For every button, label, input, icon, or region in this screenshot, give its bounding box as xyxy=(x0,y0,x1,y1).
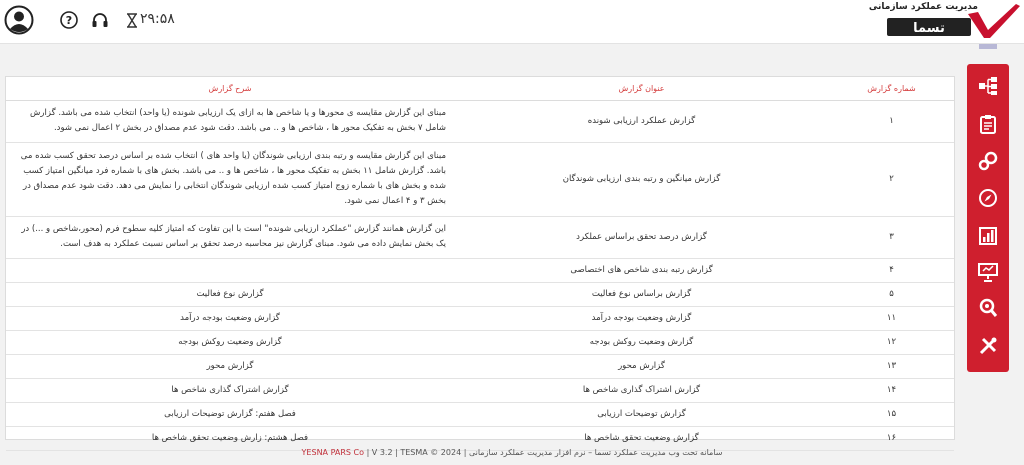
report-description: گزارش اشتراک گذاری شاخص ها xyxy=(6,378,454,402)
table-row[interactable] xyxy=(6,258,954,282)
report-description: فصل هشتم: زارش وضعیت تحقق شاخص ها xyxy=(6,426,454,450)
report-number: ۲ xyxy=(829,142,954,216)
user-icon[interactable] xyxy=(4,5,34,35)
chart-report-icon[interactable] xyxy=(978,226,998,246)
table-row[interactable] xyxy=(6,216,954,258)
report-title[interactable]: گزارش عملکرد ارزیابی شونده xyxy=(454,100,829,142)
table-header-row xyxy=(6,77,954,100)
gears-icon[interactable] xyxy=(978,151,998,171)
report-number: ۱۶ xyxy=(829,426,954,450)
report-number: ۴ xyxy=(829,258,954,282)
footer-brand-link[interactable]: YESNA PARS Co xyxy=(301,448,365,457)
report-title[interactable]: گزارش درصد تحقق براساس عملکرد xyxy=(454,216,829,258)
table-row[interactable] xyxy=(6,100,954,142)
logo-check-icon xyxy=(966,2,1022,40)
logo-subtitle: مدیریت عملکرد سازمانی xyxy=(868,2,978,12)
side-menu xyxy=(967,64,1009,372)
report-number: ۳ xyxy=(829,216,954,258)
report-description: گزارش محور xyxy=(6,354,454,378)
logo-name: تسما xyxy=(913,21,945,36)
report-title[interactable]: گزارش براساس نوع فعالیت xyxy=(454,282,829,306)
reports-table xyxy=(6,77,954,451)
report-title[interactable]: گزارش وضعیت تحقق شاخص ها xyxy=(454,426,829,450)
col-header-title: عنوان گزارش xyxy=(454,77,829,100)
report-description: این گزارش همانند گزارش "عملکرد ارزیابی شونده" است با این تفاوت که امتیاز کلیه سطوح فرم (محور،شاخص و ...) در یک بخش نمایش داده می شود. مبنای گزارش نیز محاسبه درصد تحقق بر اساس نسبت عملکرد به هدف است. xyxy=(6,216,454,258)
tools-icon[interactable] xyxy=(978,336,998,356)
report-number: ۱۳ xyxy=(829,354,954,378)
report-title[interactable]: گزارش اشتراک گذاری شاخص ها xyxy=(454,378,829,402)
report-title[interactable]: گزارش رتبه بندی شاخص های اختصاصی xyxy=(454,258,829,282)
col-header-number: شماره گزارش xyxy=(829,77,954,100)
report-number: ۱۱ xyxy=(829,306,954,330)
clipboard-icon[interactable] xyxy=(978,114,998,134)
report-description: گزارش نوع فعالیت xyxy=(6,282,454,306)
report-title[interactable]: گزارش وضعیت بودجه درآمد xyxy=(454,306,829,330)
report-description: گزارش وضعیت بودجه درآمد xyxy=(6,306,454,330)
table-row[interactable] xyxy=(6,306,954,330)
footer-version: | V 3.2 | TESMA © 2024 xyxy=(366,448,462,457)
report-number: ۱۲ xyxy=(829,330,954,354)
report-number: ۵ xyxy=(829,282,954,306)
col-header-description: شرح گزارش xyxy=(6,77,454,100)
table-row[interactable] xyxy=(6,426,954,450)
table-row[interactable] xyxy=(6,354,954,378)
report-title[interactable]: گزارش میانگین و رتبه بندی ارزیابی شوندگان xyxy=(454,142,829,216)
table-row[interactable] xyxy=(6,142,954,216)
help-icon[interactable] xyxy=(60,11,78,29)
report-description: مبنای این گزارش مقایسه و رتبه بندی ارزیابی شوندگان (یا واحد های ) انتخاب شده بر اساس درصد تحقق کسب شده می باشد. گزارش شامل ۱۱ بخش به تفکیک محور ها ، شاخص ها و .. می باشد. بخش های با شماره فرد میانگین امتیاز کسب شده و بخش های با شماره زوج امتیاز کسب شده ارزیابی شوندگان انتخابی را نمایش می دهد. دقت شود عدم مصداق در بخش ۳ و ۴ اعمال نمی شود. xyxy=(6,142,454,216)
report-description: گزارش وضعیت روکش بودجه xyxy=(6,330,454,354)
search-gear-icon[interactable] xyxy=(978,298,998,318)
logo-wordmark xyxy=(887,16,971,38)
svg-text:?: ? xyxy=(65,14,73,27)
reports-table-card xyxy=(5,76,955,443)
compass-icon[interactable] xyxy=(978,188,998,208)
table-row[interactable] xyxy=(6,402,954,426)
footer-text: سامانه تحت وب مدیریت عملکرد تسما – نرم افزار مدیریت عملکرد سازمانی | xyxy=(463,448,723,457)
report-title[interactable]: گزارش وضعیت روکش بودجه xyxy=(454,330,829,354)
report-description: فصل هفتم: گزارش توضیحات ارزیابی xyxy=(6,402,454,426)
hourglass-icon xyxy=(126,13,138,28)
top-header xyxy=(0,0,1024,44)
page-footer xyxy=(0,448,1024,457)
header-accent xyxy=(979,44,997,49)
report-number: ۱۴ xyxy=(829,378,954,402)
headset-icon[interactable] xyxy=(91,11,109,29)
report-description xyxy=(6,258,454,282)
sitemap-icon[interactable] xyxy=(978,76,998,96)
table-row[interactable] xyxy=(6,330,954,354)
session-timer: ۲۹:۵۸ xyxy=(140,11,175,27)
report-title[interactable]: گزارش محور xyxy=(454,354,829,378)
report-number: ۱ xyxy=(829,100,954,142)
report-title[interactable]: گزارش توضیحات ارزیابی xyxy=(454,402,829,426)
table-row[interactable] xyxy=(6,378,954,402)
presentation-icon[interactable] xyxy=(978,262,998,282)
report-description: مبنای این گزارش مقایسه ی محورها و یا شاخص ها به ازای یک ارزیابی شونده (یا واحد) انتخاب شده می باشد. گزارش شامل ۷ بخش به تفکیک محور ها ، شاخص ها و .. می باشد. دقت شود عدم مصداق در بخش ۲ اعمال نمی شود. xyxy=(6,100,454,142)
report-number: ۱۵ xyxy=(829,402,954,426)
table-row[interactable] xyxy=(6,282,954,306)
